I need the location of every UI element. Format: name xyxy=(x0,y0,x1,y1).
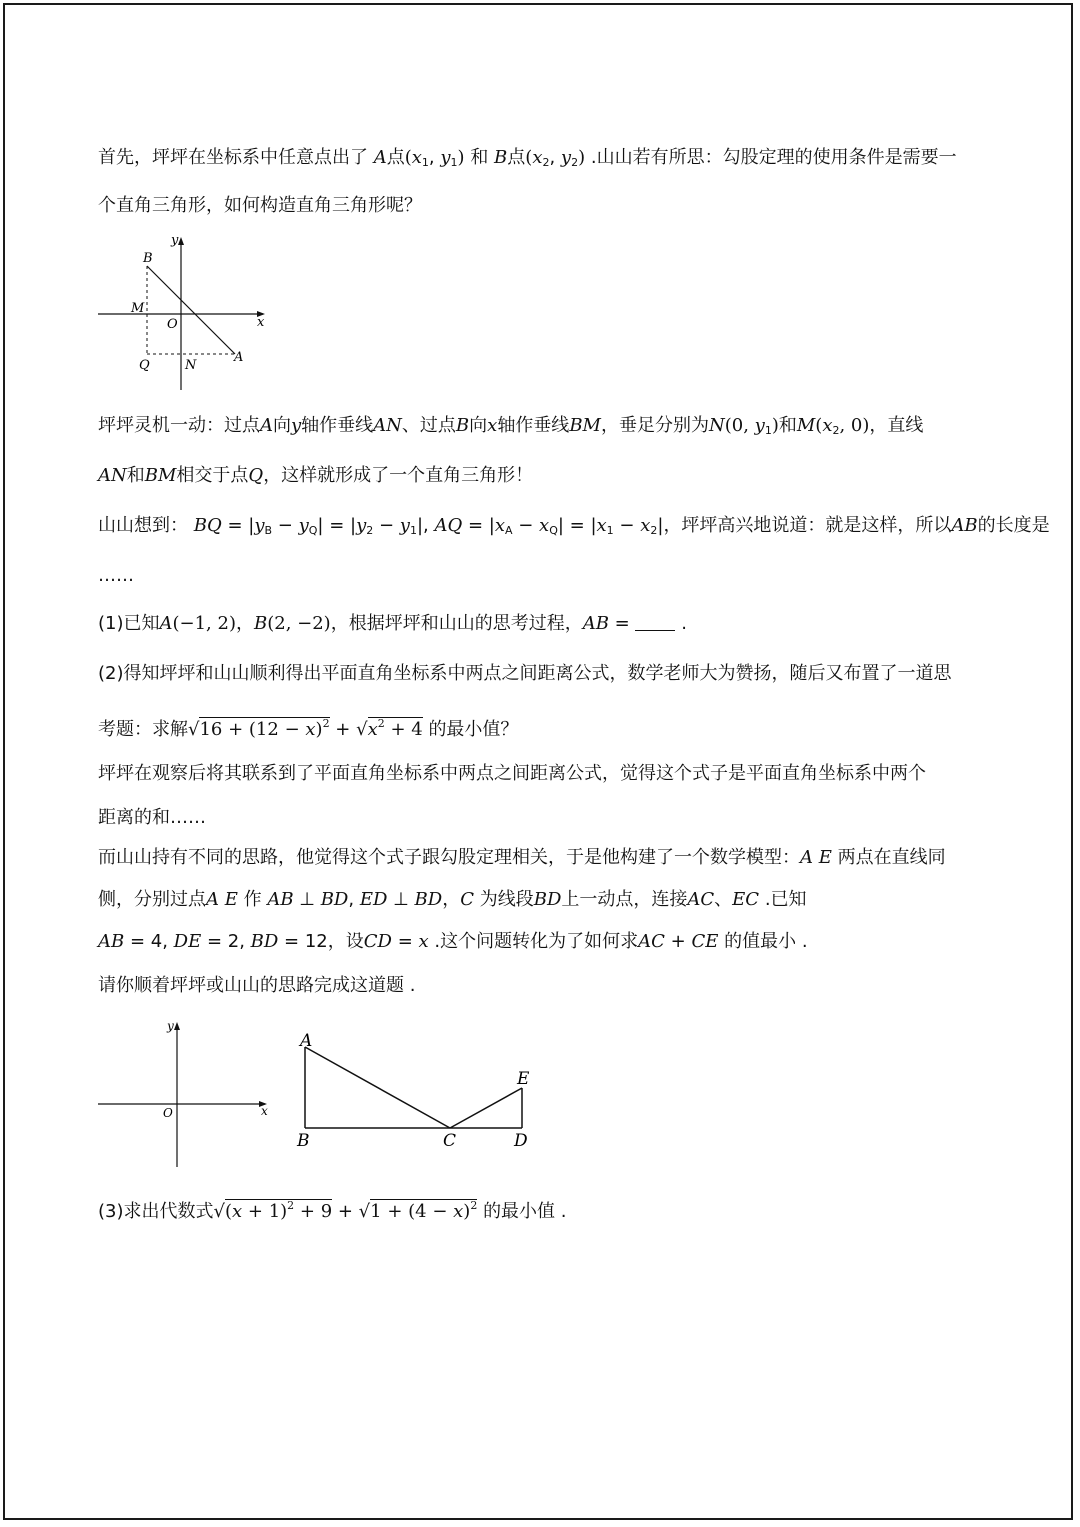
distance-formula-line: 山山想到： BQ = $|y_B - y_Q| = |y_2 - y_1|$, AQ = $|x_A - x_Q| = |x_1 - x_2|$，坪坪高兴地说道：就是这样，所以AB的长度是 xyxy=(98,515,1050,537)
label-O: O xyxy=(163,1106,173,1120)
figure-coordinate-triangle xyxy=(95,230,275,395)
shanshan-line-3: AB = 4, DE = 2, BD = 12，设CD = x .这个问题转化为了如何求AC + CE 的值最小 . xyxy=(98,931,808,952)
label-A: A xyxy=(300,1031,313,1051)
instruction-line: 请你顺着坪坪或山山的思路完成这道题 . xyxy=(98,975,416,996)
ellipsis-line: …… xyxy=(98,565,134,586)
label-B: B xyxy=(143,251,153,266)
label-B: B xyxy=(297,1131,310,1151)
construction-line-1: 坪坪灵机一动：过点A向y轴作垂线AN、过点B向x轴作垂线BM，垂足分别为N(0, $y_1$)和$M(x_2$, 0)，直线 xyxy=(98,415,924,437)
intro-line-1: 首先，坪坪在坐标系中任意点出了 A点($x_1$, $y_1$) 和 B点($x_2$, $y_2$) .山山若有所思：勾股定理的使用条件是需要一 xyxy=(98,147,957,169)
label-A: A xyxy=(234,350,244,365)
label-N: N xyxy=(185,358,197,373)
label-C: C xyxy=(443,1131,457,1151)
question-1: (1)已知A(−1, 2)，B(2, −2)，根据坪坪和山山的思考过程，AB = . xyxy=(98,613,687,634)
answer-blank xyxy=(635,612,675,631)
figure-geometric-model xyxy=(290,1025,540,1155)
intro-line-2: 个直角三角形，如何构造直角三角形呢？ xyxy=(98,195,422,216)
pingping-line-2: 距离的和…… xyxy=(98,807,206,828)
pingping-line-1: 坪坪在观察后将其联系到了平面直角坐标系中两点之间距离公式，觉得这个式子是平面直角坐标系中两个 xyxy=(98,763,926,784)
construction-line-2: AN和BM相交于点Q，这样就形成了一个直角三角形！ xyxy=(98,465,534,486)
question-2-line-2: 考题：求解$√16 + (12 - x)^2 + √x^2 + 4$ 的最小值？ xyxy=(98,717,519,740)
label-Q: Q xyxy=(139,358,150,373)
label-E: E xyxy=(517,1069,530,1089)
label-x: x xyxy=(257,315,265,330)
label-y: y xyxy=(167,1019,174,1033)
shanshan-line-1: 而山山持有不同的思路，他觉得这个式子跟勾股定理相关，于是他构建了一个数学模型：A E 两点在直线同 xyxy=(98,847,946,868)
figure-empty-axes xyxy=(95,1015,275,1170)
question-3: (3)求出代数式$√(x + 1)^2 + 9 + √1 + (4 - x)^2$ 的最小值 . xyxy=(98,1199,567,1222)
label-y: y xyxy=(171,233,179,248)
label-x: x xyxy=(261,1104,268,1118)
label-O: O xyxy=(167,317,178,332)
shanshan-line-2: 侧，分别过点A E 作 AB ⊥ BD, ED ⊥ BD，C 为线段BD上一动点，连接AC、EC .已知 xyxy=(98,889,807,910)
label-D: D xyxy=(514,1131,528,1151)
label-M: M xyxy=(131,301,145,316)
question-2-line-1: (2)得知坪坪和山山顺利得出平面直角坐标系中两点之间距离公式，数学老师大为赞扬，随后又布置了一道思 xyxy=(98,663,952,684)
